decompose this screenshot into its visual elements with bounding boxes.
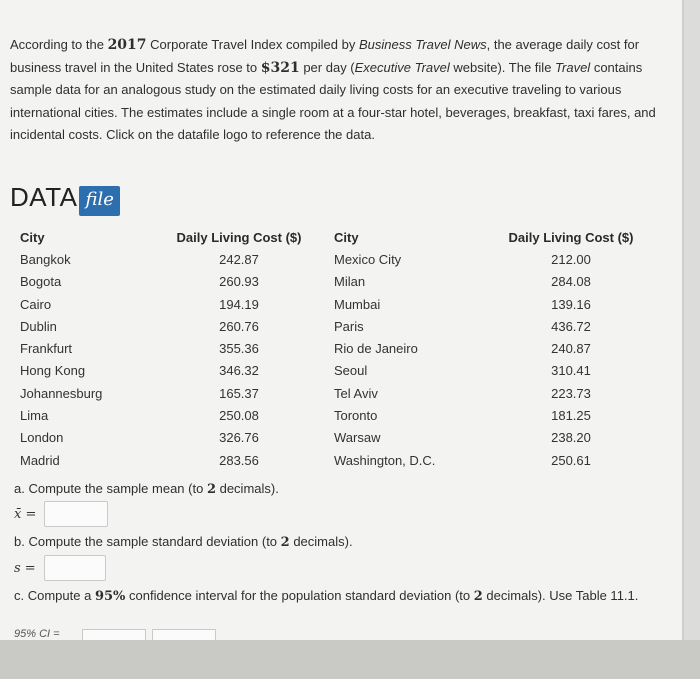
travel-cost-table [14,226,660,471]
column-header: City [334,229,359,245]
cost-cell: 194.19 [219,296,259,312]
city-cell: Johannesburg [20,385,103,401]
table-row [14,315,660,337]
table-row [14,271,660,293]
cost-cell: 355.36 [219,341,259,357]
city-cell: Dublin [20,318,57,334]
std-dev-symbol: s = [14,560,36,576]
bottom-band [0,640,700,679]
datafile-logo-text: DATA [10,182,78,212]
city-cell: Frankfurt [20,341,73,357]
cost-cell: 310.41 [551,363,591,379]
question-a: a. Compute the sample mean (to 2 decimals). [14,481,279,497]
cost-cell: 240.87 [551,341,591,357]
question-b: b. Compute the sample standard deviation (to 2 decimals). [14,534,353,550]
datafile-logo[interactable] [10,176,120,212]
city-cell: Washington, D.C. [334,452,436,468]
cost-cell: 346.32 [219,363,259,379]
city-cell: Bogota [20,274,62,290]
page-edge [684,0,700,640]
ci-lower-input[interactable] [82,629,146,640]
table-row [14,404,660,426]
table-row [14,337,660,359]
answer-a-row [14,501,108,527]
cost-cell: 284.08 [551,274,591,290]
cost-cell: 139.16 [551,296,591,312]
cost-cell: 260.76 [219,318,259,334]
column-header: City [20,229,45,245]
cost-cell: 283.56 [219,452,259,468]
table-row [14,293,660,315]
table-row [14,427,660,449]
city-cell: Toronto [334,408,378,424]
cost-cell: 212.00 [551,251,591,267]
file-icon: file [79,186,119,216]
question-c: c. Compute a 95% confidence interval for the population standard deviation (to 2 decimals). Use Table 11.1. [14,588,639,604]
table-row [14,360,660,382]
city-cell: Cairo [20,296,52,312]
city-cell: Rio de Janeiro [334,341,418,357]
cost-cell: 250.08 [219,408,259,424]
city-cell: Seoul [334,363,368,379]
city-cell: Madrid [20,452,60,468]
cost-cell: 250.61 [551,452,591,468]
city-cell: Tel Aviv [334,385,378,401]
city-cell: Milan [334,274,366,290]
table-row [14,248,660,270]
table-header-row [14,226,660,248]
city-cell: Mumbai [334,296,381,312]
table-row [14,382,660,404]
city-cell: Hong Kong [20,363,86,379]
cost-cell: 181.25 [551,408,591,424]
ci-upper-input[interactable] [152,629,216,640]
sample-mean-input[interactable] [44,501,108,527]
problem-statement: According to the 2017 Corporate Travel Index compiled by Business Travel News, the average daily cost for business travel in the United States rose to $321 per day (Executive Travel website). The file Travel contains sample data for an analogous study on the estimated daily living costs for an executive traveling to various international cities. The estimates include a single room at a four-star hotel, beverages, breakfast, taxi fares, and incidental costs. Click on the datafile logo to reference the data. [10,37,656,142]
cost-cell: 238.20 [551,430,591,446]
city-cell: Warsaw [334,430,381,446]
std-dev-input[interactable] [44,555,106,581]
city-cell: Bangkok [20,251,71,267]
city-cell: Paris [334,318,364,334]
confidence-interval-row [14,628,216,640]
cost-cell: 436.72 [551,318,591,334]
cost-cell: 242.87 [219,251,259,267]
city-cell: Mexico City [334,251,402,267]
sample-mean-symbol: x̄ = [14,506,37,522]
cost-cell: 260.93 [219,274,259,290]
cost-cell: 223.73 [551,385,591,401]
column-header: Daily Living Cost ($) [508,229,634,245]
table-row [14,449,660,471]
city-cell: London [20,430,64,446]
cost-cell: 165.37 [219,385,259,401]
column-header: Daily Living Cost ($) [176,229,302,245]
answer-b-row [14,555,106,581]
city-cell: Lima [20,408,49,424]
cost-cell: 326.76 [219,430,259,446]
ci-label: 95% CI = [14,628,60,640]
